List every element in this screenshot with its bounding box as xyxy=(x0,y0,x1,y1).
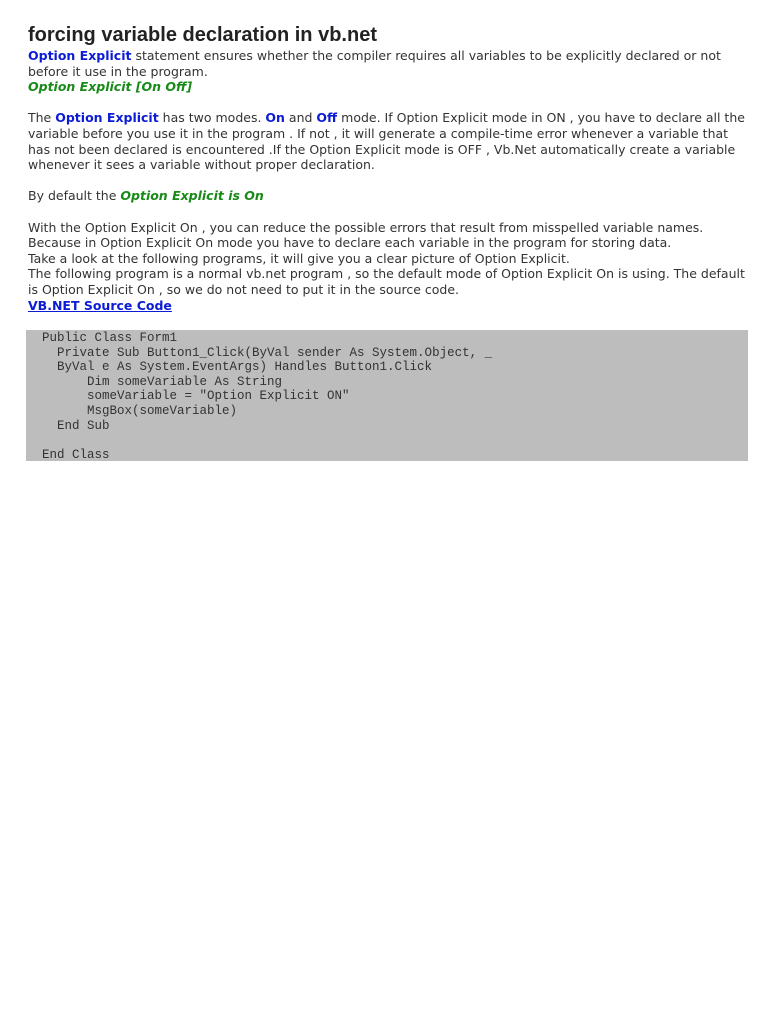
modes-text: The xyxy=(28,110,56,126)
body-line: The following program is a normal vb.net program , so the default mode of Option Explicit On is using. The default is Option Explicit On , so we do not need to put it in the source code. xyxy=(28,266,745,297)
body-line: With the Option Explicit On , you can reduce the possible errors that result from misspelled variable names. xyxy=(28,219,704,235)
syntax-line: Option Explicit [On Off] xyxy=(28,79,193,95)
code-line: End Class xyxy=(42,447,110,462)
page-title: forcing variable declaration in vb.net xyxy=(28,24,377,46)
default-paragraph xyxy=(28,188,748,204)
off-keyword: Off xyxy=(316,110,338,126)
code-line: ByVal e As System.EventArgs) Handles Button1.Click xyxy=(42,360,433,375)
modes-paragraph xyxy=(28,110,748,172)
spacer xyxy=(28,95,748,111)
code-block xyxy=(26,330,748,461)
intro-paragraph xyxy=(28,48,748,79)
body-line: Take a look at the following programs, it will give you a clear picture of Option Explicit. xyxy=(28,250,570,266)
intro-text: statement ensures whether the compiler requires all variables to be explicitly declared or not before it use in the program. xyxy=(28,48,721,79)
modes-text: mode. If Option Explicit mode in ON , you have to declare all the variable before you use it in the program . If not , it will generate a compile-time error whenever a variable that has not been declared is encountered .If the Option Explicit mode is OFF , Vb.Net automatically create a variable whenever it sees a variable without proper declaration. xyxy=(28,110,745,173)
code-line: End Sub xyxy=(42,418,110,433)
option-explicit-keyword: Option Explicit xyxy=(55,110,159,126)
on-keyword: On xyxy=(265,110,285,126)
code-line: someVariable = "Option Explicit ON" xyxy=(42,389,350,404)
spacer xyxy=(28,204,748,220)
code-line: Private Sub Button1_Click(ByVal sender As System.Object, _ xyxy=(42,345,493,360)
spacer xyxy=(28,173,748,189)
article xyxy=(28,22,748,313)
default-highlight: Option Explicit is On xyxy=(120,188,264,204)
modes-text: and xyxy=(284,110,317,126)
body-line: Because in Option Explicit On mode you have to declare each variable in the program for storing data. xyxy=(28,235,672,251)
code-line: Public Class Form1 xyxy=(42,331,178,345)
code-line: MsgBox(someVariable) xyxy=(42,403,238,418)
source-link-line xyxy=(28,298,748,314)
option-explicit-keyword: Option Explicit xyxy=(28,48,132,63)
code-line: Dim someVariable As String xyxy=(42,374,283,389)
vbnet-source-code-link[interactable]: VB.NET Source Code xyxy=(28,297,172,313)
code-line xyxy=(42,433,748,448)
default-text: By default the xyxy=(28,188,121,204)
modes-text: has two modes. xyxy=(158,110,266,126)
